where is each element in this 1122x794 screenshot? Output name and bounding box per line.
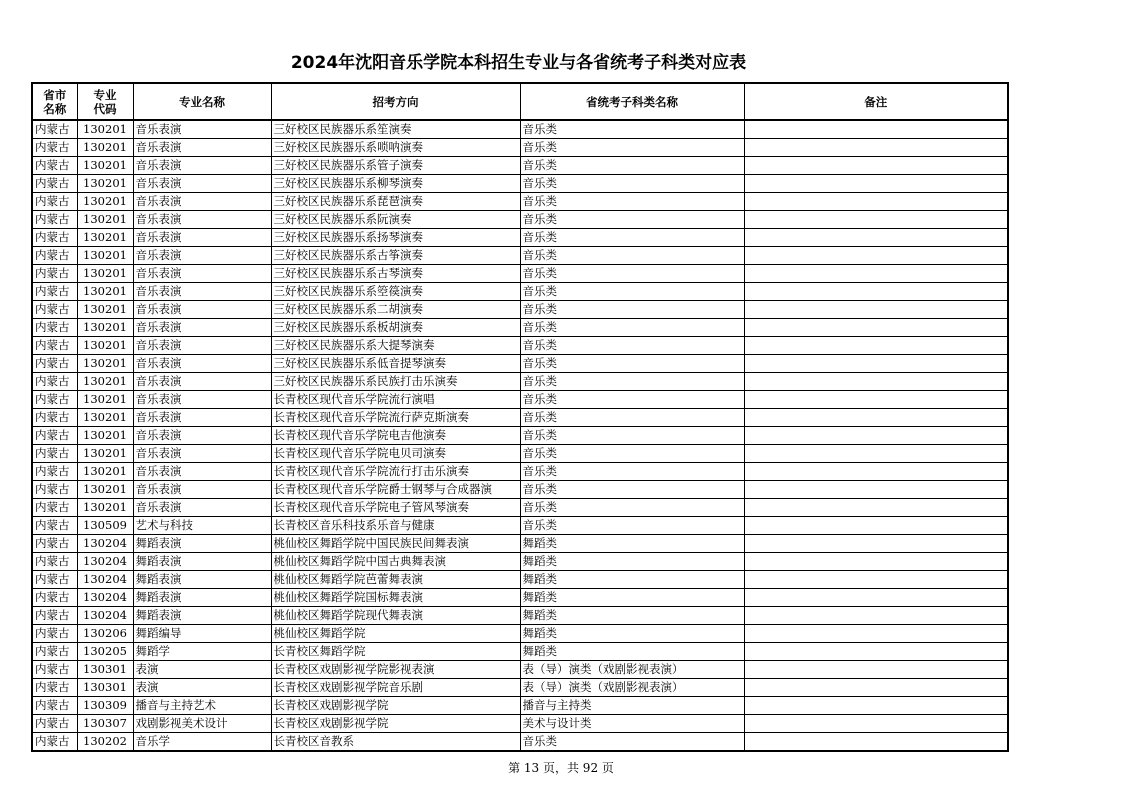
cell-code: 130206 [77, 625, 133, 643]
cell-category: 音乐类 [520, 409, 744, 427]
cell-note [744, 229, 1008, 247]
table-row [32, 661, 1008, 679]
cell-note [744, 697, 1008, 715]
cell-direction: 三好校区民族器乐系箜篌演奏 [271, 283, 520, 301]
cell-category: 舞蹈类 [520, 625, 744, 643]
cell-category: 音乐类 [520, 139, 744, 157]
cell-major: 音乐表演 [133, 120, 271, 139]
cell-category: 音乐类 [520, 157, 744, 175]
cell-category: 音乐类 [520, 373, 744, 391]
cell-direction: 长青校区戏剧影视学院音乐剧 [271, 679, 520, 697]
cell-code: 130201 [77, 319, 133, 337]
cell-category: 音乐类 [520, 391, 744, 409]
cell-category: 表（导）演类（戏剧影视表演） [520, 679, 744, 697]
cell-direction: 三好校区民族器乐系古筝演奏 [271, 247, 520, 265]
cell-major: 音乐表演 [133, 265, 271, 283]
cell-province: 内蒙古 [32, 625, 77, 643]
cell-province: 内蒙古 [32, 517, 77, 535]
cell-note [744, 157, 1008, 175]
cell-code: 130201 [77, 337, 133, 355]
cell-province: 内蒙古 [32, 715, 77, 733]
page-footer: 第 13 页，共 92 页 [508, 761, 614, 775]
cell-code: 130201 [77, 211, 133, 229]
cell-province: 内蒙古 [32, 319, 77, 337]
cell-note [744, 643, 1008, 661]
cell-province: 内蒙古 [32, 679, 77, 697]
cell-major: 艺术与科技 [133, 517, 271, 535]
cell-code: 130509 [77, 517, 133, 535]
cell-code: 130201 [77, 355, 133, 373]
cell-note [744, 120, 1008, 139]
cell-direction: 三好校区民族器乐系大提琴演奏 [271, 337, 520, 355]
cell-major: 音乐学 [133, 733, 271, 752]
cell-code: 130301 [77, 679, 133, 697]
cell-note [744, 301, 1008, 319]
cell-direction: 三好校区民族器乐系扬琴演奏 [271, 229, 520, 247]
table-row [32, 265, 1008, 283]
cell-category: 音乐类 [520, 319, 744, 337]
cell-province: 内蒙古 [32, 283, 77, 301]
cell-province: 内蒙古 [32, 535, 77, 553]
cell-direction: 桃仙校区舞蹈学院现代舞表演 [271, 607, 520, 625]
cell-major: 表演 [133, 661, 271, 679]
cell-code: 130201 [77, 229, 133, 247]
cell-province: 内蒙古 [32, 193, 77, 211]
cell-province: 内蒙古 [32, 607, 77, 625]
cell-category: 音乐类 [520, 499, 744, 517]
cell-note [744, 175, 1008, 193]
cell-code: 130201 [77, 265, 133, 283]
cell-category: 音乐类 [520, 211, 744, 229]
table-row [32, 193, 1008, 211]
cell-note [744, 193, 1008, 211]
cell-note [744, 139, 1008, 157]
cell-category: 音乐类 [520, 301, 744, 319]
table-row [32, 391, 1008, 409]
cell-direction: 桃仙校区舞蹈学院国标舞表演 [271, 589, 520, 607]
cell-category: 音乐类 [520, 733, 744, 752]
cell-direction: 三好校区民族器乐系二胡演奏 [271, 301, 520, 319]
table-row [32, 283, 1008, 301]
table-row [32, 445, 1008, 463]
cell-province: 内蒙古 [32, 661, 77, 679]
cell-major: 音乐表演 [133, 409, 271, 427]
cell-note [744, 679, 1008, 697]
cell-code: 130201 [77, 283, 133, 301]
cell-category: 音乐类 [520, 229, 744, 247]
cell-major: 舞蹈表演 [133, 589, 271, 607]
cell-province: 内蒙古 [32, 499, 77, 517]
table-row [32, 571, 1008, 589]
cell-province: 内蒙古 [32, 697, 77, 715]
cell-note [744, 409, 1008, 427]
table-row [32, 715, 1008, 733]
cell-direction: 三好校区民族器乐系唢呐演奏 [271, 139, 520, 157]
cell-note [744, 265, 1008, 283]
cell-category: 美术与设计类 [520, 715, 744, 733]
table-row [32, 175, 1008, 193]
table-row [32, 733, 1008, 752]
cell-note [744, 355, 1008, 373]
cell-major: 音乐表演 [133, 283, 271, 301]
cell-category: 音乐类 [520, 517, 744, 535]
cell-major: 音乐表演 [133, 373, 271, 391]
cell-province: 内蒙古 [32, 553, 77, 571]
cell-province: 内蒙古 [32, 643, 77, 661]
cell-province: 内蒙古 [32, 391, 77, 409]
cell-code: 130204 [77, 571, 133, 589]
cell-major: 表演 [133, 679, 271, 697]
cell-category: 表（导）演类（戏剧影视表演） [520, 661, 744, 679]
cell-note [744, 319, 1008, 337]
cell-code: 130307 [77, 715, 133, 733]
cell-code: 130204 [77, 607, 133, 625]
cell-category: 播音与主持类 [520, 697, 744, 715]
cell-province: 内蒙古 [32, 139, 77, 157]
cell-code: 130204 [77, 553, 133, 571]
table-row [32, 679, 1008, 697]
cell-category: 音乐类 [520, 481, 744, 499]
cell-direction: 长青校区现代音乐学院爵士钢琴与合成器演 [271, 481, 520, 499]
cell-code: 130201 [77, 391, 133, 409]
cell-note [744, 589, 1008, 607]
cell-note [744, 481, 1008, 499]
cell-code: 130201 [77, 139, 133, 157]
header-code: 专业 代码 [77, 83, 133, 120]
table-row [32, 355, 1008, 373]
cell-category: 舞蹈类 [520, 589, 744, 607]
cell-code: 130201 [77, 427, 133, 445]
header-major: 专业名称 [133, 83, 271, 120]
cell-province: 内蒙古 [32, 265, 77, 283]
table-row [32, 337, 1008, 355]
cell-category: 音乐类 [520, 463, 744, 481]
cell-note [744, 445, 1008, 463]
cell-province: 内蒙古 [32, 481, 77, 499]
cell-province: 内蒙古 [32, 247, 77, 265]
cell-category: 音乐类 [520, 120, 744, 139]
header-province: 省市 名称 [32, 83, 77, 120]
table-row [32, 120, 1008, 139]
table-row [32, 553, 1008, 571]
cell-direction: 长青校区现代音乐学院流行演唱 [271, 391, 520, 409]
cell-major: 音乐表演 [133, 391, 271, 409]
cell-province: 内蒙古 [32, 409, 77, 427]
cell-direction: 三好校区民族器乐系笙演奏 [271, 120, 520, 139]
cell-note [744, 715, 1008, 733]
cell-direction: 桃仙校区舞蹈学院 [271, 625, 520, 643]
cell-note [744, 571, 1008, 589]
cell-province: 内蒙古 [32, 427, 77, 445]
cell-code: 130201 [77, 409, 133, 427]
cell-major: 音乐表演 [133, 499, 271, 517]
cell-category: 音乐类 [520, 175, 744, 193]
cell-code: 130201 [77, 120, 133, 139]
table-row [32, 319, 1008, 337]
cell-major: 音乐表演 [133, 427, 271, 445]
cell-code: 130201 [77, 157, 133, 175]
cell-major: 舞蹈表演 [133, 553, 271, 571]
cell-category: 舞蹈类 [520, 553, 744, 571]
cell-category: 舞蹈类 [520, 571, 744, 589]
cell-major: 音乐表演 [133, 463, 271, 481]
cell-note [744, 283, 1008, 301]
cell-province: 内蒙古 [32, 571, 77, 589]
cell-note [744, 607, 1008, 625]
cell-major: 舞蹈编导 [133, 625, 271, 643]
cell-direction: 桃仙校区舞蹈学院中国古典舞表演 [271, 553, 520, 571]
cell-major: 音乐表演 [133, 139, 271, 157]
cell-code: 130201 [77, 175, 133, 193]
cell-major: 音乐表演 [133, 175, 271, 193]
cell-direction: 长青校区戏剧影视学院 [271, 697, 520, 715]
cell-major: 播音与主持艺术 [133, 697, 271, 715]
cell-code: 130309 [77, 697, 133, 715]
cell-code: 130202 [77, 733, 133, 752]
cell-major: 音乐表演 [133, 301, 271, 319]
cell-category: 音乐类 [520, 247, 744, 265]
cell-code: 130205 [77, 643, 133, 661]
table-header-row [32, 83, 1008, 120]
table-row [32, 697, 1008, 715]
cell-direction: 三好校区民族器乐系低音提琴演奏 [271, 355, 520, 373]
cell-direction: 长青校区音乐科技系乐音与健康 [271, 517, 520, 535]
cell-category: 音乐类 [520, 193, 744, 211]
cell-direction: 长青校区现代音乐学院电贝司演奏 [271, 445, 520, 463]
cell-direction: 桃仙校区舞蹈学院芭蕾舞表演 [271, 571, 520, 589]
cell-direction: 三好校区民族器乐系琵琶演奏 [271, 193, 520, 211]
table-row [32, 535, 1008, 553]
cell-code: 130201 [77, 445, 133, 463]
cell-major: 舞蹈表演 [133, 607, 271, 625]
cell-code: 130204 [77, 589, 133, 607]
cell-direction: 三好校区民族器乐系阮演奏 [271, 211, 520, 229]
cell-category: 音乐类 [520, 265, 744, 283]
table-row [32, 247, 1008, 265]
cell-code: 130201 [77, 499, 133, 517]
cell-province: 内蒙古 [32, 463, 77, 481]
cell-code: 130201 [77, 481, 133, 499]
header-direction: 招考方向 [271, 83, 520, 120]
cell-province: 内蒙古 [32, 445, 77, 463]
cell-note [744, 247, 1008, 265]
cell-note [744, 391, 1008, 409]
cell-direction: 三好校区民族器乐系管子演奏 [271, 157, 520, 175]
cell-category: 舞蹈类 [520, 535, 744, 553]
cell-direction: 三好校区民族器乐系古琴演奏 [271, 265, 520, 283]
cell-province: 内蒙古 [32, 229, 77, 247]
table-row [32, 481, 1008, 499]
cell-code: 130301 [77, 661, 133, 679]
cell-direction: 长青校区戏剧影视学院影视表演 [271, 661, 520, 679]
cell-category: 舞蹈类 [520, 607, 744, 625]
cell-direction: 长青校区现代音乐学院流行萨克斯演奏 [271, 409, 520, 427]
cell-major: 音乐表演 [133, 481, 271, 499]
table-row [32, 211, 1008, 229]
cell-province: 内蒙古 [32, 211, 77, 229]
cell-major: 音乐表演 [133, 445, 271, 463]
cell-note [744, 337, 1008, 355]
cell-major: 戏剧影视美术设计 [133, 715, 271, 733]
cell-direction: 长青校区音教系 [271, 733, 520, 752]
cell-note [744, 625, 1008, 643]
cell-direction: 长青校区舞蹈学院 [271, 643, 520, 661]
table-row [32, 625, 1008, 643]
table-row [32, 589, 1008, 607]
cell-major: 舞蹈表演 [133, 571, 271, 589]
cell-category: 音乐类 [520, 283, 744, 301]
cell-major: 音乐表演 [133, 157, 271, 175]
cell-code: 130201 [77, 301, 133, 319]
cell-category: 音乐类 [520, 355, 744, 373]
cell-major: 音乐表演 [133, 193, 271, 211]
cell-major: 音乐表演 [133, 319, 271, 337]
page-title: 2024年沈阳音乐学院本科招生专业与各省统考子科类对应表 [290, 53, 747, 73]
admissions-table [31, 82, 1009, 752]
cell-category: 音乐类 [520, 445, 744, 463]
cell-code: 130201 [77, 247, 133, 265]
cell-direction: 长青校区现代音乐学院流行打击乐演奏 [271, 463, 520, 481]
table-row [32, 427, 1008, 445]
cell-province: 内蒙古 [32, 157, 77, 175]
cell-note [744, 463, 1008, 481]
table-row [32, 139, 1008, 157]
cell-major: 舞蹈学 [133, 643, 271, 661]
cell-province: 内蒙古 [32, 301, 77, 319]
cell-direction: 三好校区民族器乐系民族打击乐演奏 [271, 373, 520, 391]
cell-code: 130204 [77, 535, 133, 553]
cell-note [744, 535, 1008, 553]
table-row [32, 301, 1008, 319]
cell-province: 内蒙古 [32, 355, 77, 373]
cell-note [744, 733, 1008, 752]
cell-note [744, 427, 1008, 445]
table-row [32, 409, 1008, 427]
cell-major: 音乐表演 [133, 355, 271, 373]
table-row [32, 643, 1008, 661]
cell-major: 音乐表演 [133, 211, 271, 229]
cell-code: 130201 [77, 193, 133, 211]
cell-province: 内蒙古 [32, 373, 77, 391]
cell-direction: 三好校区民族器乐系柳琴演奏 [271, 175, 520, 193]
table-row [32, 229, 1008, 247]
header-category: 省统考子科类名称 [520, 83, 744, 120]
cell-category: 音乐类 [520, 337, 744, 355]
table-row [32, 517, 1008, 535]
cell-note [744, 661, 1008, 679]
cell-category: 音乐类 [520, 427, 744, 445]
table-row [32, 157, 1008, 175]
cell-province: 内蒙古 [32, 589, 77, 607]
cell-note [744, 373, 1008, 391]
cell-province: 内蒙古 [32, 175, 77, 193]
cell-code: 130201 [77, 463, 133, 481]
cell-major: 音乐表演 [133, 229, 271, 247]
cell-note [744, 553, 1008, 571]
cell-direction: 长青校区现代音乐学院电吉他演奏 [271, 427, 520, 445]
table-row [32, 373, 1008, 391]
cell-province: 内蒙古 [32, 337, 77, 355]
table-row [32, 499, 1008, 517]
cell-category: 舞蹈类 [520, 643, 744, 661]
cell-note [744, 499, 1008, 517]
cell-major: 舞蹈表演 [133, 535, 271, 553]
cell-note [744, 517, 1008, 535]
table-row [32, 463, 1008, 481]
cell-code: 130201 [77, 373, 133, 391]
table-row [32, 607, 1008, 625]
cell-province: 内蒙古 [32, 120, 77, 139]
cell-direction: 长青校区戏剧影视学院 [271, 715, 520, 733]
cell-note [744, 211, 1008, 229]
cell-province: 内蒙古 [32, 733, 77, 752]
cell-major: 音乐表演 [133, 337, 271, 355]
cell-direction: 长青校区现代音乐学院电子管风琴演奏 [271, 499, 520, 517]
cell-direction: 桃仙校区舞蹈学院中国民族民间舞表演 [271, 535, 520, 553]
cell-direction: 三好校区民族器乐系板胡演奏 [271, 319, 520, 337]
header-note: 备注 [744, 83, 1008, 120]
cell-major: 音乐表演 [133, 247, 271, 265]
